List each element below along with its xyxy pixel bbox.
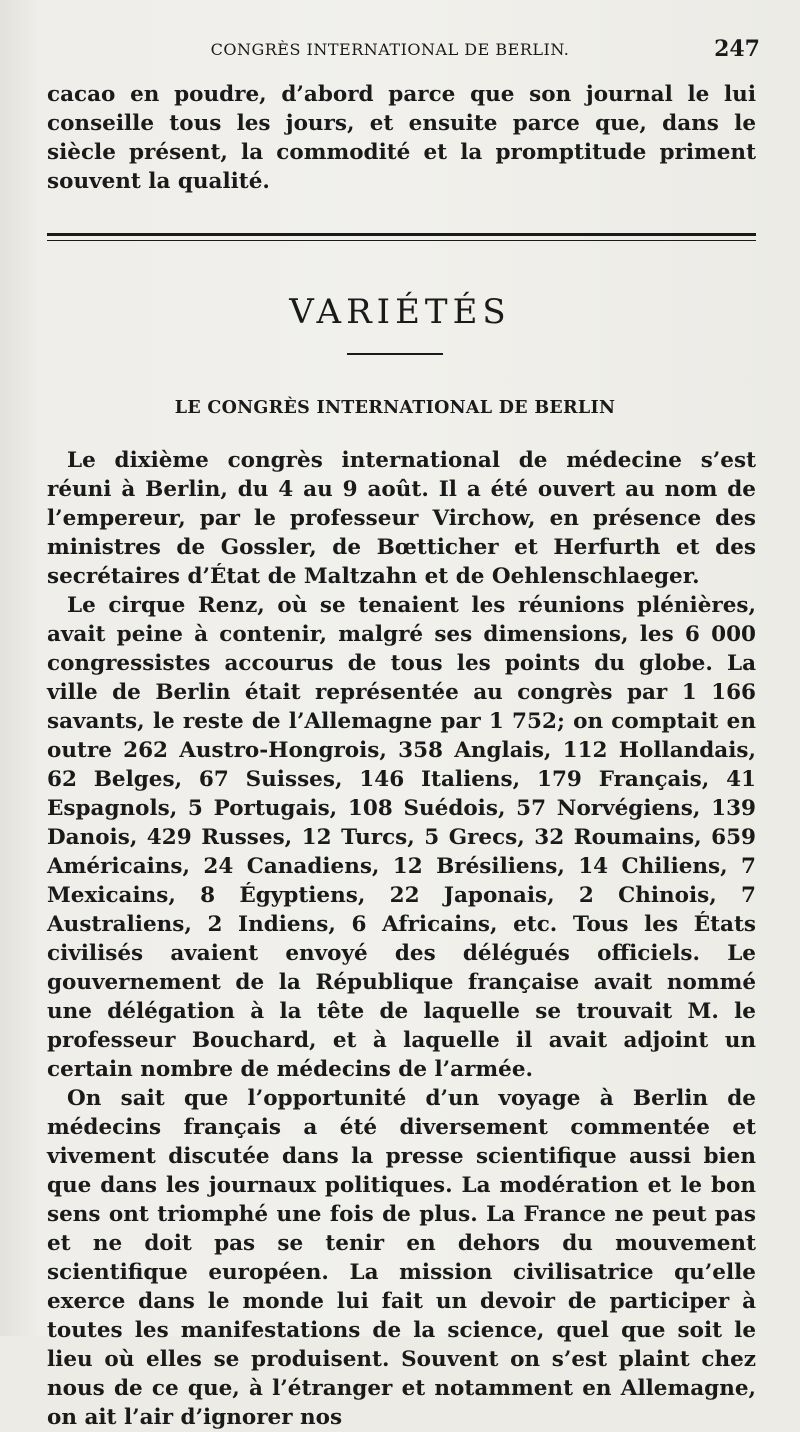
title-rule	[347, 353, 443, 355]
article-title: LE CONGRÈS INTERNATIONAL DE BERLIN	[174, 398, 616, 418]
intro-paragraph: cacao en poudre, d’abord parce que son journal le lui conseille tous les jours, et ensuite parce que, dans le siècle présent, la commodité et la promptitude priment souvent la qualité.	[47, 82, 756, 194]
intro-text	[47, 80, 756, 196]
section-divider	[47, 233, 756, 241]
running-head	[40, 36, 760, 66]
page-number: 247	[714, 36, 760, 62]
article-paragraph: Le dixième congrès international de médecine s’est réuni à Berlin, du 4 au 9 août. Il a été ouvert au nom de l’empereur, par le professeur Virchow, en présence des ministres de Gossler, de Bœtticher et Herfurth et des secrétaires d’État de Maltzahn et de Oehlenschlaeger.	[47, 448, 756, 589]
article-paragraph: Le cirque Renz, où se tenaient les réunions plénières, avait peine à contenir, malgré ses dimensions, les 6 000 congressistes accourus de tous les points du globe. La ville de Berlin était représentée au congrès par 1 166 savants, le reste de l’Allemagne par 1 752; on comptait en outre 262 Austro-Hongrois, 358 Anglais, 112 Hollandais, 62 Belges, 67 Suisses, 146 Italiens, 179 Français, 41 Espagnols, 5 Portugais, 108 Suédois, 57 Norvégiens, 139 Danois, 429 Russes, 12 Turcs, 5 Grecs, 32 Roumains, 659 Américains, 24 Canadiens, 12 Brésiliens, 14 Chiliens, 7 Mexicains, 8 Égyptiens, 22 Japonais, 2 Chinois, 7 Australiens, 2 Indiens, 6 Africains, etc. Tous les États civilisés avaient envoyé des délégués officiels. Le gouvernement de la République française avait nommé une délégation à la tête de laquelle se trouvait M. le professeur Bouchard, et à laquelle il avait adjoint un certain nombre de médecins de l’armée.	[47, 593, 756, 1082]
article-body	[47, 446, 756, 1432]
section-title: VARIÉTÉS	[289, 292, 511, 332]
running-title: CONGRÈS INTERNATIONAL DE BERLIN.	[210, 40, 570, 59]
article-paragraph: On sait que l’opportunité d’un voyage à Berlin de médecins français a été diversement commentée et vivement discutée dans la presse scientifique aussi bien que dans les journaux politiques. La modération et le bon sens ont triomphé une fois de plus. La France ne peut pas et ne doit pas se tenir en dehors du mouvement scientifique européen. La mission civilisatrice qu’elle exerce dans le monde lui fait un devoir de participer à toutes les manifestations de la science, quel que soit le lieu où elles se produisent. Souvent on s’est plaint chez nous de ce que, à l’étranger et notamment en Allemagne, on ait l’air d’ignorer nos	[47, 1086, 756, 1430]
